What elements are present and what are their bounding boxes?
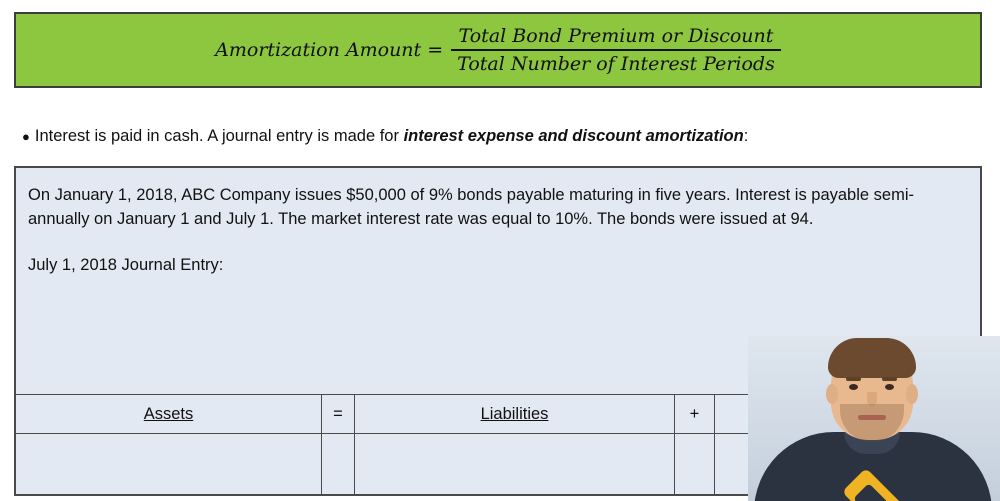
cell-assets <box>16 434 321 496</box>
presenter-hair <box>828 338 916 378</box>
presenter-eyebrow-right <box>882 377 897 381</box>
header-label-assets: Assets <box>143 404 194 423</box>
header-cell-plus: + <box>674 395 714 433</box>
journal-entry-label: July 1, 2018 Journal Entry: <box>28 256 224 274</box>
amortization-formula <box>215 25 781 75</box>
bullet-text-after: : <box>743 127 749 145</box>
bullet-emphasis: interest expense and discount amortization <box>403 127 744 145</box>
formula-denominator: Total Number of Interest Periods <box>457 53 775 75</box>
presenter-mouth <box>858 415 886 420</box>
bullet-line <box>22 127 748 146</box>
cell-equals <box>321 434 354 496</box>
formula-left-side: Amortization Amount = <box>215 39 444 61</box>
problem-statement: On January 1, 2018, ABC Company issues $50,000 of 9% bonds payable maturing in five years. Interest is payable semi-annually on January 1 and July 1. The market interest rate was equal to 10%. The bonds were issued at 94. <box>28 186 914 228</box>
presenter-eye-left <box>849 384 858 390</box>
presenter-ear-left <box>826 384 838 404</box>
bullet-dot-icon: ● <box>22 129 30 145</box>
bullet-text: Interest is paid in cash. A journal entry is made for <box>34 127 404 145</box>
cell-plus <box>674 434 714 496</box>
header-cell-liabilities <box>354 395 674 433</box>
presenter-ear-right <box>906 384 918 404</box>
header-cell-assets <box>16 395 321 433</box>
presenter-eye-right <box>885 384 894 390</box>
header-label-liabilities: Liabilities <box>480 404 549 423</box>
formula-fraction <box>451 25 781 75</box>
header-cell-equals: = <box>321 395 354 433</box>
presenter-eyebrow-left <box>846 377 861 381</box>
cell-liabilities <box>354 434 674 496</box>
formula-banner <box>14 12 982 88</box>
presenter-video-overlay <box>748 336 1000 501</box>
formula-numerator: Total Bond Premium or Discount <box>458 25 774 47</box>
